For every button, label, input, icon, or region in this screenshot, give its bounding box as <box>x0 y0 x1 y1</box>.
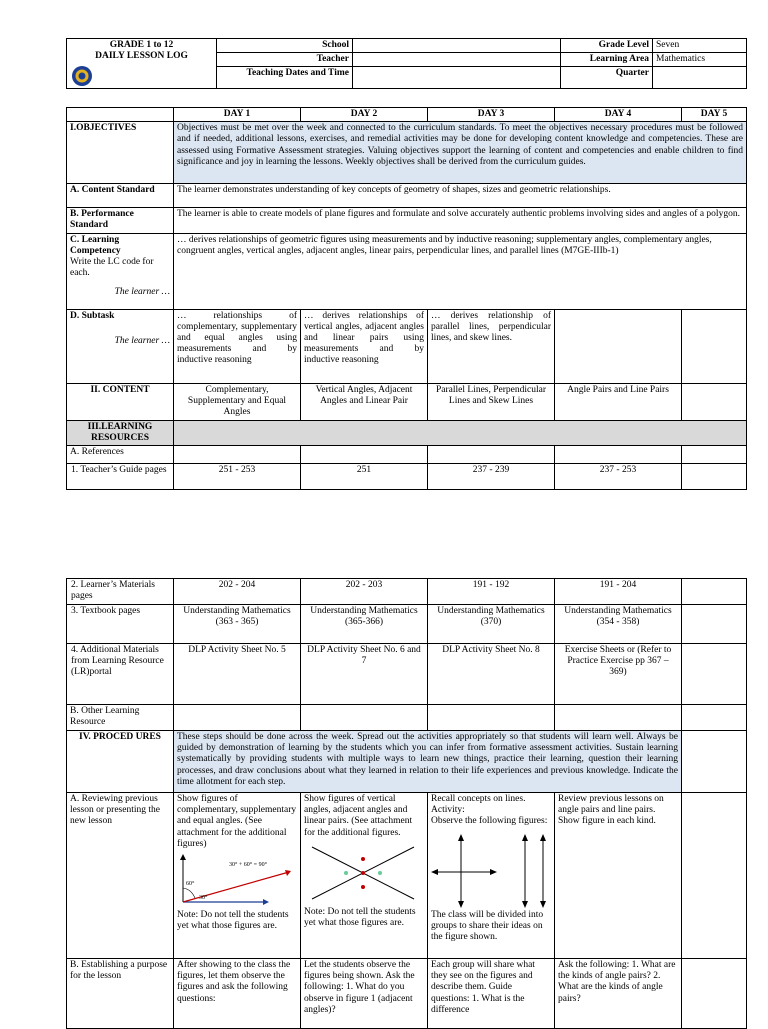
competency-text: … derives relationships of geometric figures using measurements and by inductive reasoning; supplementary angles, complementary angles, congruent angles, vertical angles, adjacent angles, linear pairs, perpendicular lines, and parallel lines (M7GE-IIIb-1) <box>174 233 747 309</box>
content-day3: Parallel Lines, Perpendicular Lines and Skew Lines <box>428 383 555 420</box>
other-day4 <box>555 705 682 731</box>
complementary-angle-figure <box>177 852 295 908</box>
subtask-day3: … derives relationship of parallel lines, perpendicular lines, and skew lines. <box>428 309 555 383</box>
subtask-day1: … relationships of complementary, supplementary and equal angles using measurements and by inductive reasoning <box>174 309 301 383</box>
learning-resources-label: III.LEARNING RESOURCES <box>67 420 174 445</box>
objectives-label: I.OBJECTIVES <box>67 122 174 184</box>
learning-area-label: Learning Area <box>561 53 653 67</box>
subtask-label-cell <box>67 309 174 383</box>
performance-standard-text: The learner is able to create models of plane figures and formulate and solve accurately authentic problems involving sides and angles of a polygon. <box>174 208 747 233</box>
vertical-angles-figure <box>304 841 422 905</box>
angle-60-label: 60° <box>186 881 195 888</box>
establishing-day5 <box>682 959 747 1029</box>
reviewing-day4-text: Review previous lessons on angle pairs and line pairs. <box>558 794 664 816</box>
tg-day2: 251 <box>301 464 428 490</box>
dates-field[interactable] <box>353 67 561 89</box>
other-day2 <box>301 705 428 731</box>
tg-label: 1. Teacher’s Guide pages <box>67 464 174 490</box>
establishing-day2: Let the students observe the figures being shown. Ask the following: 1. What do you observe in figure 1 (adjacent angles)? <box>301 959 428 1029</box>
other-day3 <box>428 705 555 731</box>
grade-line: GRADE 1 to 12 <box>109 40 174 50</box>
teacher-field[interactable] <box>353 53 561 67</box>
quarter-field[interactable] <box>653 67 747 89</box>
lm-day5 <box>682 579 747 605</box>
reviewing-day2 <box>301 793 428 959</box>
competency-learner: The learner … <box>114 287 170 298</box>
lines-figure <box>431 830 551 908</box>
content-standard-label: A. Content Standard <box>67 184 174 208</box>
log-title: DAILY LESSON LOG <box>95 51 188 62</box>
procedures-label: IV. PROCED URES <box>67 731 174 793</box>
reviewing-day3-c: Observe the following figures: <box>431 816 548 827</box>
header-table <box>66 38 747 89</box>
content-day4: Angle Pairs and Line Pairs <box>555 383 682 420</box>
lm-day3: 191 - 192 <box>428 579 555 605</box>
lm-day1: 202 - 204 <box>174 579 301 605</box>
tb-day1: Understanding Mathematics (363 - 365) <box>174 605 301 644</box>
reviewing-day3 <box>428 793 555 959</box>
school-label: School <box>217 39 353 53</box>
references-day2 <box>301 446 428 464</box>
am-day2: DLP Activity Sheet No. 6 and 7 <box>301 644 428 705</box>
reviewing-day4 <box>555 793 682 959</box>
subtask-day2: … derives relationships of vertical angles, adjacent angles and linear pairs using measurements and by inductive reasoning <box>301 309 428 383</box>
tb-day2: Understanding Mathematics (365-366) <box>301 605 428 644</box>
reviewing-day4-b: Show figure in each kind. <box>558 816 656 827</box>
performance-standard-label: B. Performance Standard <box>67 208 174 233</box>
am-day3: DLP Activity Sheet No. 8 <box>428 644 555 705</box>
am-day4: Exercise Sheets or (Refer to Practice Exercise pp 367 – 369) <box>555 644 682 705</box>
establishing-day4: Ask the following: 1. What are the kinds of angle pairs? 2. What are the kinds of angle pairs? <box>555 959 682 1029</box>
competency-label-cell <box>67 233 174 309</box>
lesson-table-page2 <box>66 578 747 1029</box>
references-day4 <box>555 446 682 464</box>
day-header-5: DAY 5 <box>682 108 747 122</box>
competency-sub: Write the LC code for each. <box>70 257 154 279</box>
learning-resources-fill <box>174 420 747 445</box>
tb-day5 <box>682 605 747 644</box>
reviewing-day2-text: Show figures of vertical angles, adjacent angles and linear pairs. (See attachment for the additional figures. <box>304 794 413 838</box>
angle-30-label: 30° <box>199 895 208 902</box>
procedures-text: These steps should be done across the week. Spread out the activities appropriately so that students will learn well. Always be guided by demonstration of learning by the students which you can infer from formative assessment activities. Sustain learning systematically by providing students with multiple ways to learn new things, practice their learning, question their learning processes, and draw conclusions about what they learned in relation to their life experiences and previous knowledge. Indicate the time allotment for each step. <box>174 731 682 793</box>
lm-day4: 191 - 204 <box>555 579 682 605</box>
sum-label: 30° + 60° = 90° <box>229 862 267 869</box>
lm-day2: 202 - 203 <box>301 579 428 605</box>
reviewing-label: A. Reviewing previous lesson or presenting the new lesson <box>67 793 174 959</box>
subtask-day4 <box>555 309 682 383</box>
tb-day3: Understanding Mathematics (370) <box>428 605 555 644</box>
tg-day5 <box>682 464 747 490</box>
reviewing-day1-note: Note: Do not tell the students yet what those figures are. <box>177 910 289 932</box>
tb-label: 3. Textbook pages <box>67 605 174 644</box>
reviewing-day1 <box>174 793 301 959</box>
reviewing-day3-b: Activity: <box>431 805 465 816</box>
establishing-day3: Each group will share what they see on the figures and describe them. Guide questions: 1. What is the difference <box>428 959 555 1029</box>
tg-day1: 251 - 253 <box>174 464 301 490</box>
content-standard-text: The learner demonstrates understanding of key concepts of geometry of shapes, sizes and geometric relationships. <box>174 184 747 208</box>
objectives-text: Objectives must be met over the week and connected to the curriculum standards. To meet the objectives necessary procedures must be followed and if needed, additional lessons, exercises, and remedial activities may be done for developing content knowledge and competencies. These are assessed using Formative Assessment strategies. Valuing objectives support the learning of content and competencies and enable children to find significance and joy in learning the lessons. Weekly objectives shall be derived from the curriculum guides. <box>174 122 747 184</box>
references-label: A. References <box>67 446 174 464</box>
tb-day4: Understanding Mathematics (354 - 358) <box>555 605 682 644</box>
references-day5 <box>682 446 747 464</box>
establishing-day1: After showing to the class the figures, let them observe the figures and ask the following questions: <box>174 959 301 1029</box>
reviewing-day5 <box>682 793 747 959</box>
am-day1: DLP Activity Sheet No. 5 <box>174 644 301 705</box>
grade-level-label: Grade Level <box>561 39 653 53</box>
school-field[interactable] <box>353 39 561 53</box>
reviewing-day1-text: Show figures of complementary, supplementary and equal angles. (See attachment for the additional figures) <box>177 794 297 849</box>
deped-seal-icon <box>71 65 93 87</box>
subtask-day5 <box>682 309 747 383</box>
procedures-day5 <box>682 731 747 793</box>
learning-area-value[interactable]: Mathematics <box>653 53 747 67</box>
subtask-learner: The learner … <box>114 335 170 346</box>
establishing-label: B. Establishing a purpose for the lesson <box>67 959 174 1029</box>
reviewing-day3-a: Recall concepts on lines. <box>431 794 526 804</box>
references-day1 <box>174 446 301 464</box>
references-day3 <box>428 446 555 464</box>
tg-day4: 237 - 253 <box>555 464 682 490</box>
content-day2: Vertical Angles, Adjacent Angles and Linear Pair <box>301 383 428 420</box>
am-label: 4. Additional Materials from Learning Resource (LR)portal <box>67 644 174 705</box>
content-day5 <box>682 383 747 420</box>
day-header-1: DAY 1 <box>174 108 301 122</box>
tg-day3: 237 - 239 <box>428 464 555 490</box>
day-header-2: DAY 2 <box>301 108 428 122</box>
quarter-label: Quarter <box>561 67 653 89</box>
grade-level-value[interactable]: Seven <box>653 39 747 53</box>
lesson-table-page1 <box>66 107 747 490</box>
am-day5 <box>682 644 747 705</box>
lm-label: 2. Learner’s Materials pages <box>67 579 174 605</box>
subtask-label: D. Subtask <box>70 310 115 321</box>
day-header-3: DAY 3 <box>428 108 555 122</box>
day-header-4: DAY 4 <box>555 108 682 122</box>
teacher-label: Teacher <box>217 53 353 67</box>
content-day1: Complementary, Supplementary and Equal Angles <box>174 383 301 420</box>
other-day5 <box>682 705 747 731</box>
reviewing-day2-note: Note: Do not tell the students yet what those figures are. <box>304 906 416 929</box>
corner-cell <box>67 108 174 122</box>
competency-label: C. Learning Competency <box>70 234 121 256</box>
header-title-cell <box>67 39 217 89</box>
other-resource-label: B. Other Learning Resource <box>67 705 174 731</box>
dates-label: Teaching Dates and Time <box>217 67 353 89</box>
other-day1 <box>174 705 301 731</box>
reviewing-day3-note: The class will be divided into groups to share their ideas on the figure shown. <box>431 909 544 943</box>
content-label: II. CONTENT <box>67 383 174 420</box>
